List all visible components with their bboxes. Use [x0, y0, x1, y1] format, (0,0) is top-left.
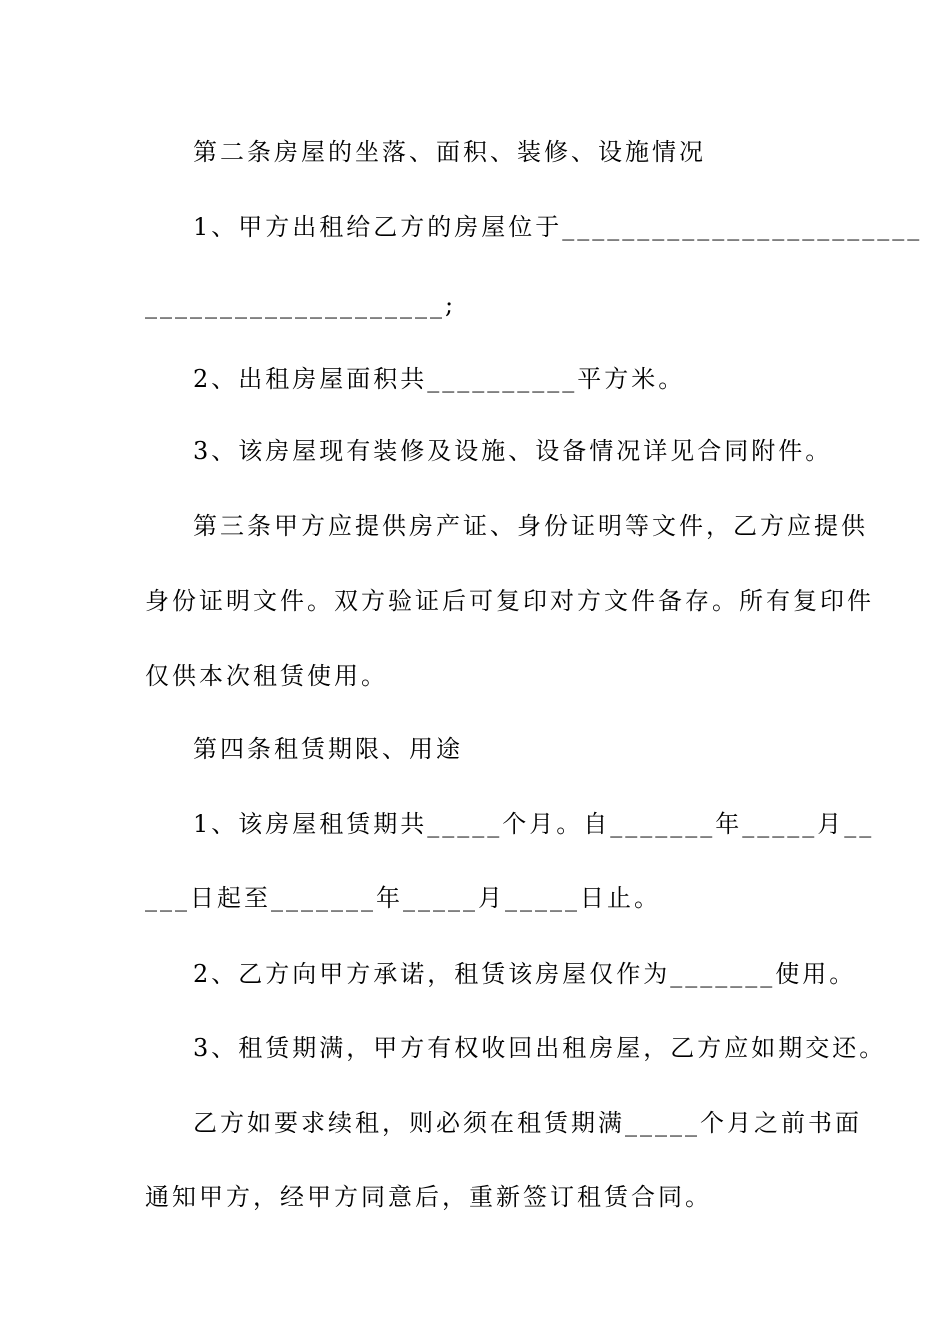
clause-4-1-line-2: ___日起至_______年_____月_____日止。: [145, 884, 661, 912]
article-2-heading: 第二条房屋的坐落、面积、装修、设施情况: [193, 138, 706, 166]
article-3-line-3: 仅供本次租赁使用。: [145, 662, 388, 690]
clause-2-3: 3、该房屋现有装修及设施、设备情况详见合同附件。: [193, 437, 833, 465]
article-3-line-2: 身份证明文件。双方验证后可复印对方文件备存。所有复印件: [145, 587, 874, 615]
clause-2-1-line-1: 1、甲方出租给乙方的房屋位于________________________: [193, 213, 923, 241]
clause-2-1-line-2: ____________________;: [145, 291, 457, 319]
article-3-line-1: 第三条甲方应提供房产证、身份证明等文件，乙方应提供: [193, 512, 868, 540]
renewal-line-1: 乙方如要求续租，则必须在租赁期满_____个月之前书面: [193, 1109, 862, 1137]
clause-2-2: 2、出租房屋面积共__________平方米。: [193, 365, 686, 393]
clause-4-2: 2、乙方向甲方承诺，租赁该房屋仅作为_______使用。: [193, 960, 857, 988]
renewal-line-2: 通知甲方，经甲方同意后，重新签订租赁合同。: [145, 1183, 712, 1211]
clause-4-3: 3、租赁期满，甲方有权收回出租房屋，乙方应如期交还。: [193, 1034, 887, 1062]
clause-4-1-line-1: 1、该房屋租赁期共_____个月。自_______年_____月__: [193, 810, 875, 838]
article-4-heading: 第四条租赁期限、用途: [193, 735, 463, 763]
